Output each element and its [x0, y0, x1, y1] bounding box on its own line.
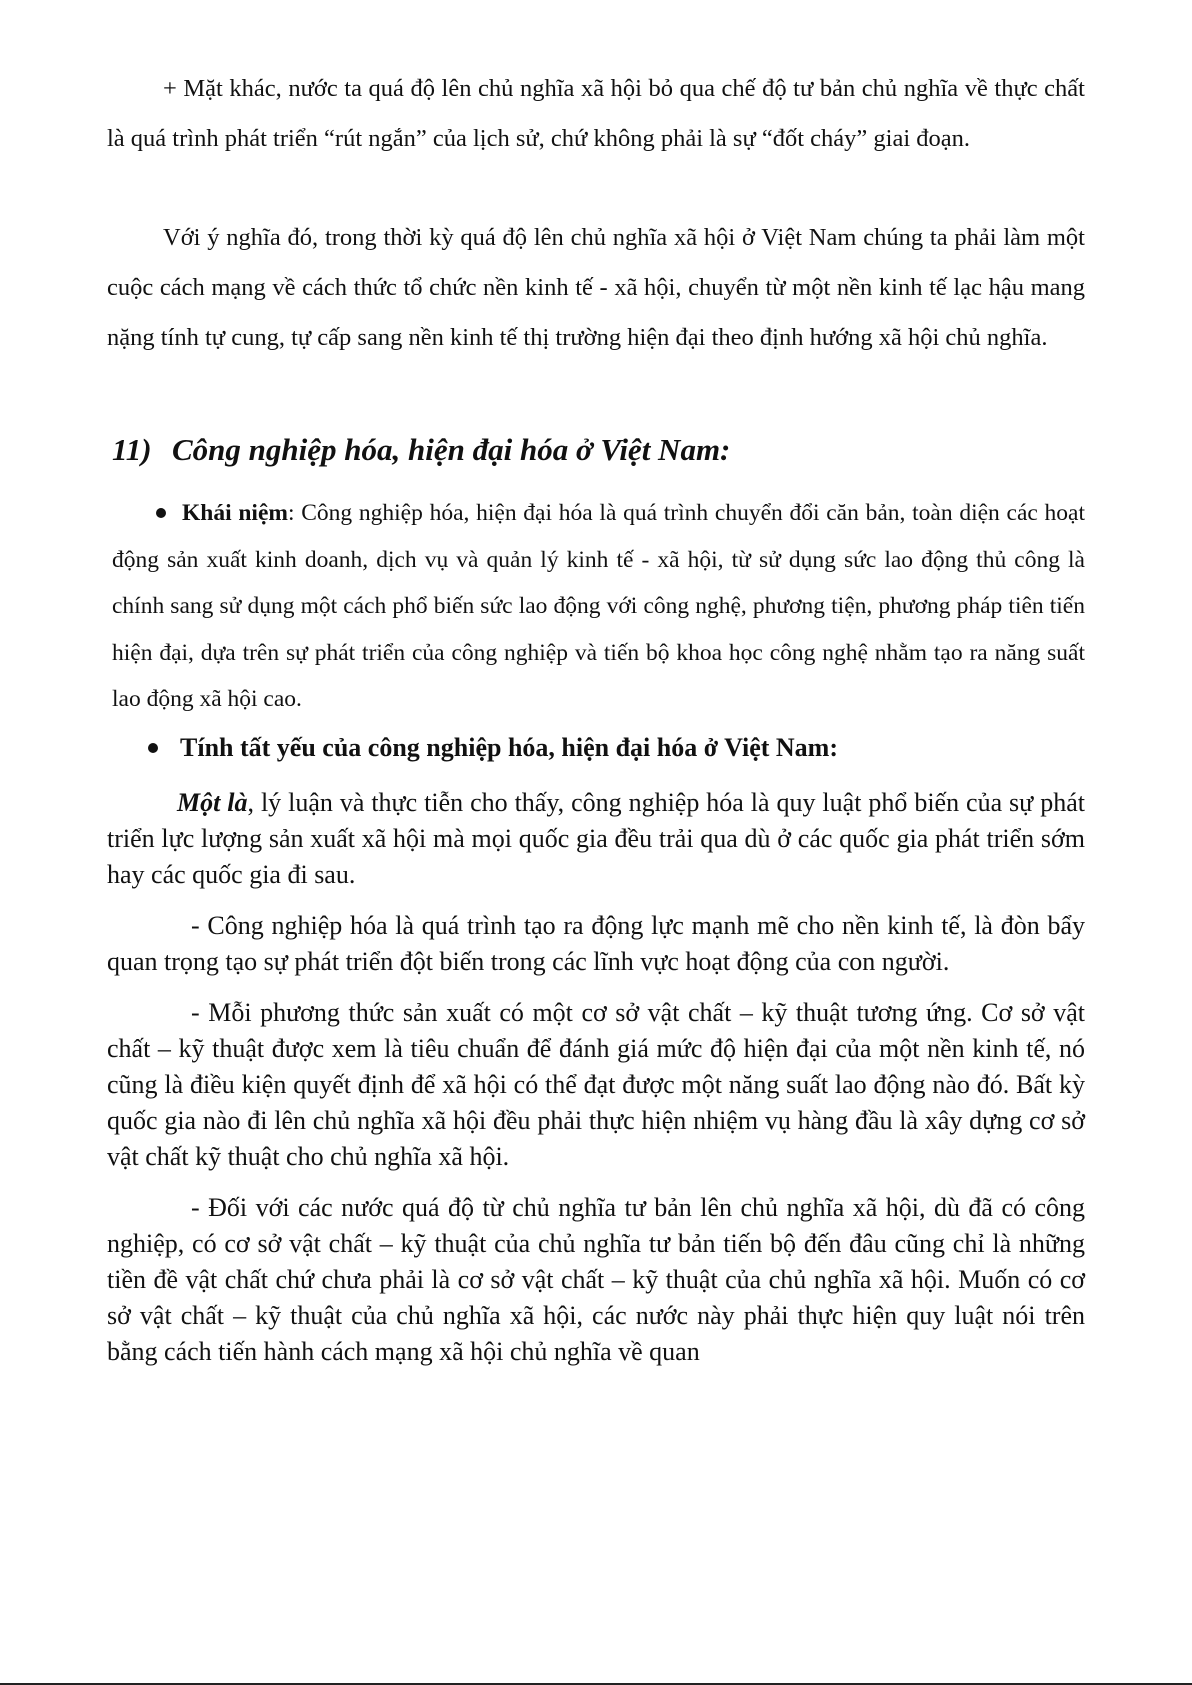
dash-point-3: - Đối với các nước quá độ từ chủ nghĩa tư bản lên chủ nghĩa xã hội, dù đã có công nghiệp, có cơ sở vật chất – kỹ thuật của chủ nghĩa tư bản tiến bộ đến đâu cũng chỉ là những tiền đề vật chất chứ chưa phải là cơ sở vật chất – kỹ thuật của chủ nghĩa xã hội. Muốn có cơ sở vật chất – kỹ thuật của chủ nghĩa xã hội, các nước này phải thực hiện quy luật nói trên bằng cách tiến hành cách mạng xã hội chủ nghĩa về quan: [107, 1193, 1085, 1366]
concept-text: : Công nghiệp hóa, hiện đại hóa là quá trình chuyển đổi căn bản, toàn diện các hoạt động sản xuất kinh doanh, dịch vụ và quản lý kinh tế - xã hội, từ sử dụng sức lao động thủ công là chính sang sử dụng một cách phổ biến sức lao động với công nghệ, phương tiện, phương pháp tiên tiến hiện đại, dựa trên sự phát triển của công nghiệp và tiến bộ khoa học công nghệ nhằm tạo ra năng suất lao động xã hội cao.: [112, 500, 1085, 712]
concept-bullet: [112, 490, 1085, 723]
first-point-lead: Một là: [177, 788, 248, 817]
bullet-icon: [156, 508, 166, 518]
paragraph-mat-khac: + Mặt khác, nước ta quá độ lên chủ nghĩa xã hội bỏ qua chế độ tư bản chủ nghĩa về thực chất là quá trình phát triển “rút ngắn” của lịch sử, chứ không phải là sự “đốt cháy” giai đoạn.: [107, 75, 1085, 152]
section-title: Công nghiệp hóa, hiện đại hóa ở Việt Nam:: [172, 432, 731, 467]
paragraph-voi-y-nghia: Với ý nghĩa đó, trong thời kỳ quá độ lên chủ nghĩa xã hội ở Việt Nam chúng ta phải làm một cuộc cách mạng về cách thức tổ chức nền kinh tế - xã hội, chuyển từ một nền kinh tế lạc hậu mang nặng tính tự cung, tự cấp sang nền kinh tế thị trường hiện đại theo định hướng xã hội chủ nghĩa.: [107, 224, 1085, 351]
section-number: 11): [112, 432, 152, 467]
bullet-icon: [148, 743, 158, 753]
dash-point-2: - Mỗi phương thức sản xuất có một cơ sở vật chất – kỹ thuật tương ứng. Cơ sở vật chất – kỹ thuật được xem là tiêu chuẩn để đánh giá mức độ hiện đại của một nền kinh tế, nó cũng là điều kiện quyết định để xã hội có thể đạt được một năng suất lao động nào đó. Bất kỳ quốc gia nào đi lên chủ nghĩa xã hội đều phải thực hiện nhiệm vụ hàng đầu là xây dựng cơ sở vật chất kỹ thuật cho chủ nghĩa xã hội.: [107, 998, 1085, 1171]
section-heading: [112, 430, 730, 470]
concept-term: Khái niệm: [182, 500, 288, 526]
necessity-bullet: [148, 730, 1085, 766]
first-point-text: , lý luận và thực tiễn cho thấy, công nghiệp hóa là quy luật phổ biến của sự phát triển lực lượng sản xuất xã hội mà mọi quốc gia đều trải qua dù ở các quốc gia phát triển sớm hay các quốc gia đi sau.: [107, 788, 1085, 889]
paragraph-mot-la: [107, 785, 1085, 893]
dash-point-1: - Công nghiệp hóa là quá trình tạo ra động lực mạnh mẽ cho nền kinh tế, là đòn bẩy quan trọng tạo sự phát triển đột biến trong các lĩnh vực hoạt động của con người.: [107, 911, 1085, 976]
necessity-heading: Tính tất yếu của công nghiệp hóa, hiện đại hóa ở Việt Nam:: [180, 733, 838, 762]
